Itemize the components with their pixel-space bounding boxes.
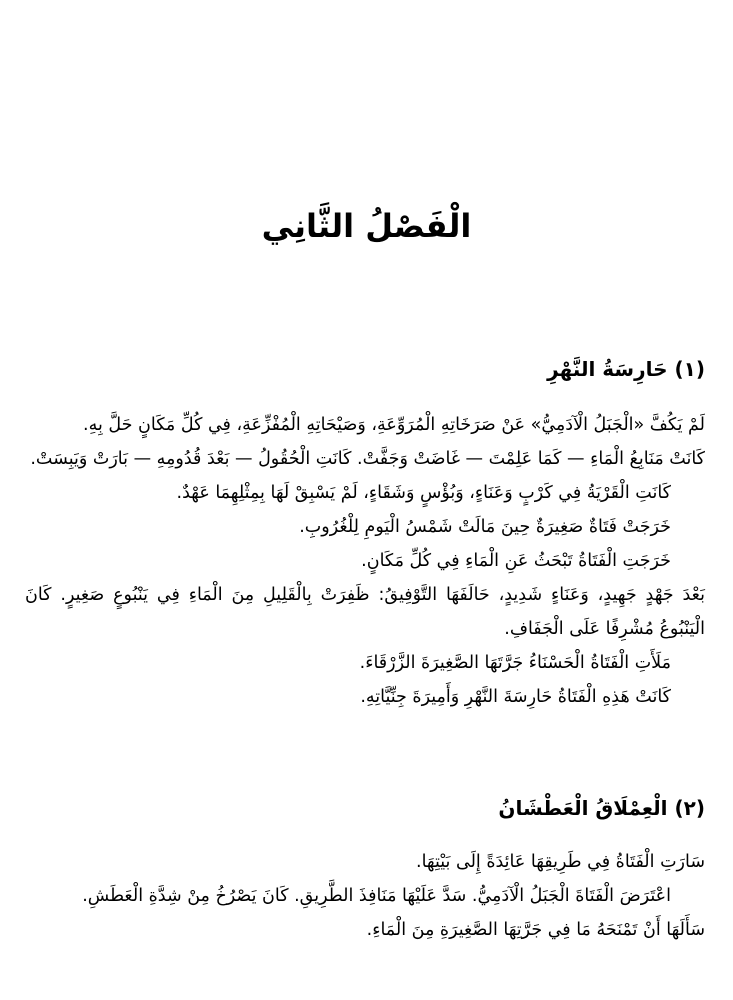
section-1-body [25,408,705,714]
section-1-heading: (١) حَارِسَةُ النَّهْرِ [547,357,705,381]
paragraph-2: كَانَتْ مَنَابِعُ الْمَاءِ — كَمَا عَلِمْتَ — غَاضَتْ وَجَفَّتْ. كَانَتِ الْحُقُولُ — بَعْدَ قُدُومِهِ — بَارَتْ وَيَبِسَتْ. [30,449,705,469]
paragraph-8: كَانَتْ هَذِهِ الْفَتَاةُ حَارِسَةَ النَّهْرِ وَأَمِيرَةَ جِنِّيَّاتِهِ. [360,687,671,707]
paragraph-9: سَارَتِ الْفَتَاةُ فِي طَرِيقِهَا عَائِدَةً إِلَى بَيْتِهَا. [416,852,705,872]
paragraph-10: اعْتَرَضَ الْفَتَاةَ الْجَبَلُ الْآدَمِيُّ. سَدَّ عَلَيْهَا مَنَافِذَ الطَّرِيقِ. كَانَ يَصْرُخُ مِنْ شِدَّةِ الْعَطَشِ. [82,886,671,906]
paragraph-1: لَمْ يَكُفَّ «الْجَبَلُ الْآدَمِيُّ» عَنْ صَرَخَاتِهِ الْمُرَوِّعَةِ، وَصَيْحَاتِهِ الْمُفْزِّعَةِ، فِي كُلِّ مَكَانٍ حَلَّ بِهِ. [83,415,705,435]
paragraph-11: سَأَلَهَا أَنْ تَمْنَحَهُ مَا فِي جَرَّتِهَا الصَّغِيرَةِ مِنَ الْمَاءِ. [366,920,705,940]
chapter-title: الْفَصْلُ الثَّانِي [261,207,472,245]
paragraph-7: مَلَأَتِ الْفَتَاةُ الْحَسْنَاءُ جَرَّتَهَا الصَّغِيرَةَ الزَّرْقَاءَ. [359,653,671,673]
paragraph-6: بَعْدَ جَهْدٍ جَهِيدٍ، وَعَنَاءٍ شَدِيدٍ، حَالَفَهَا التَّوْفِيقُ: ظَفِرَتْ بِالْقَلِيلِ مِنَ الْمَاءِ فِي يَنْبُوعٍ صَغِيرٍ. كَانَ الْيَنْبُوعُ مُشْرِفًا عَلَى الْجَفَافِ. [25,585,705,639]
section-2-heading: (٢) الْعِمْلَاقُ الْعَطْشَانُ [498,796,705,820]
section-2-body [25,845,705,947]
paragraph-3: كَانَتِ الْقَرْيَةُ فِي كَرْبٍ وَعَنَاءٍ، وَبُؤْسٍ وَشَقَاءٍ، لَمْ يَسْبِقْ لَهَا بِمِثْلِهِمَا عَهْدٌ. [176,483,671,503]
paragraph-5: خَرَجَتِ الْفَتَاةُ تَبْحَثُ عَنِ الْمَاءِ فِي كُلِّ مَكَانٍ. [361,551,671,571]
paragraph-4: خَرَجَتْ فَتَاةٌ صَغِيرَةٌ حِينَ مَالَتْ شَمْسُ الْيَومِ لِلْغُرُوبِ. [299,517,671,537]
